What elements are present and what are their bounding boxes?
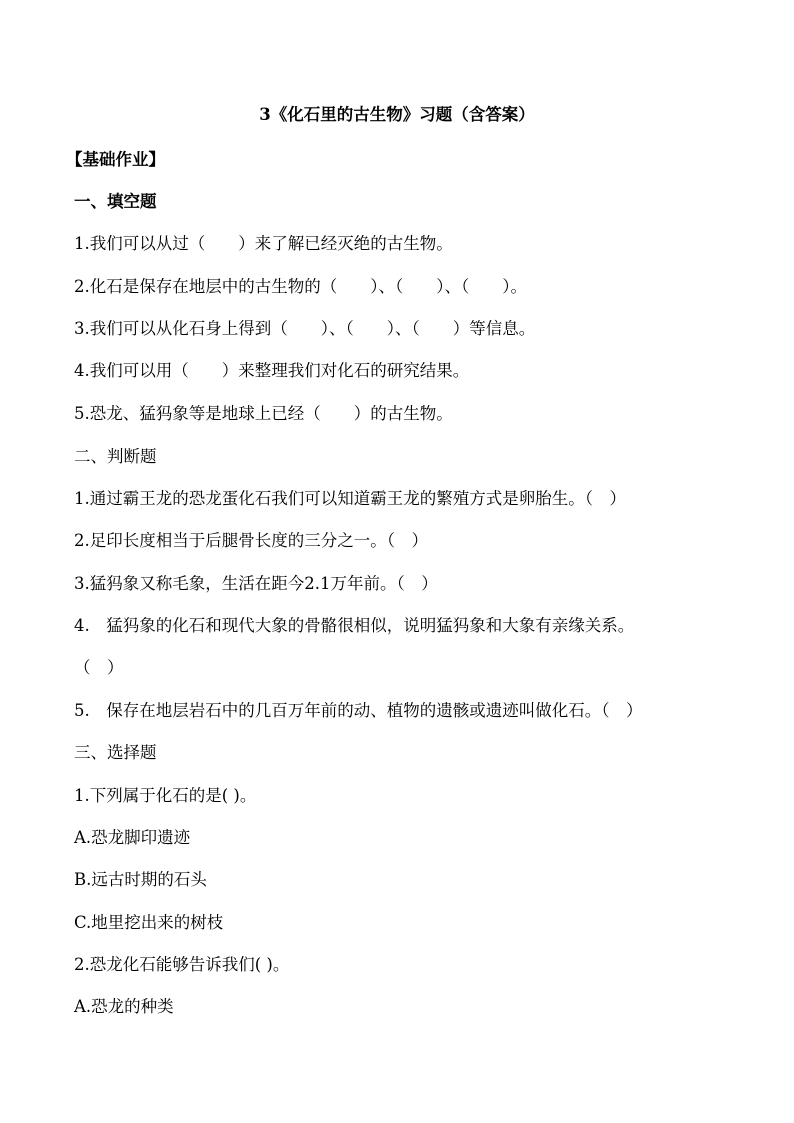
- judge-question-3: 3.猛犸象又称毛象，生活在距今2.1万年前。（ ）: [74, 574, 438, 593]
- part3-heading: 三、选择题: [74, 743, 157, 762]
- document-title: 3《化石里的古生物》习题（含答案）: [259, 105, 535, 124]
- judge-question-4-answer: （ ）: [74, 658, 124, 677]
- section-basic-heading: 【基础作业】: [66, 150, 165, 169]
- part1-heading: 一、填空题: [74, 192, 157, 211]
- fill-question-5: 5.恐龙、猛犸象等是地球上已经（ ）的古生物。: [74, 404, 453, 423]
- fill-question-4: 4.我们可以用（ ）来整理我们对化石的研究结果。: [74, 361, 470, 380]
- fill-question-3: 3.我们可以从化石身上得到（ ）、（ ）、（ ）等信息。: [74, 319, 536, 338]
- choice-question-1: 1.下列属于化石的是( )。: [74, 786, 257, 805]
- choice-option-1b: B.远古时期的石头: [74, 870, 207, 889]
- part2-heading: 二、判断题: [74, 447, 157, 466]
- choice-question-2: 2.恐龙化石能够告诉我们( )。: [74, 955, 290, 974]
- fill-question-1: 1.我们可以从过（ ）来了解已经灭绝的古生物。: [74, 234, 453, 253]
- choice-option-1c: C.地里挖出来的树枝: [74, 913, 224, 932]
- judge-question-2: 2.足印长度相当于后腿骨长度的三分之一。（ ）: [74, 531, 428, 550]
- judge-question-4: 4. 猛犸象的化石和现代大象的骨骼很相似，说明猛犸象和大象有亲缘关系。: [74, 616, 635, 635]
- choice-option-2a: A.恐龙的种类: [74, 997, 174, 1016]
- judge-question-1: 1.通过霸王龙的恐龙蛋化石我们可以知道霸王龙的繁殖方式是卵胎生。（ ）: [74, 489, 626, 508]
- fill-question-2: 2.化石是保存在地层中的古生物的（ ）、（ ）、（ ）。: [74, 277, 527, 296]
- judge-question-5: 5. 保存在地层岩石中的几百万年前的动、植物的遗骸或遗迹叫做化石。（ ）: [74, 701, 643, 720]
- choice-option-1a: A.恐龙脚印遗迹: [74, 828, 191, 847]
